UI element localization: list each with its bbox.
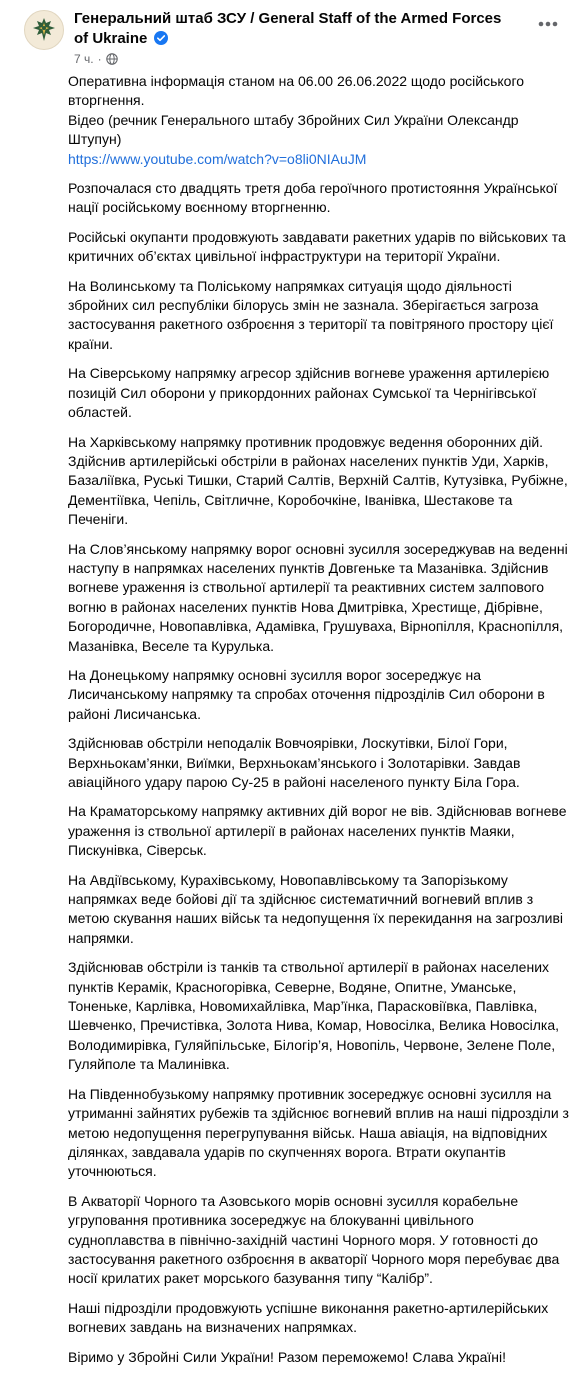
general-staff-emblem-icon	[25, 11, 63, 49]
paragraph: На Авдіївському, Курахівському, Новопавлівському та Запорізькому напрямках веде бойові дії та здійснює систематичний вогневий вплив з метою скування наших військ та недопущення їх перекидання на загрозливі напрямки.	[68, 871, 564, 946]
paragraph: Віримо у Збройні Сили України! Разом переможемо! Слава Україні!	[68, 1348, 507, 1365]
post-header	[12, 0, 574, 72]
post-author	[74, 9, 514, 49]
paragraph: Здійснював обстріли неподалік Вовчоярівки, Лоскутівки, Білої Гори, Верхньокам’янки, Виїмки, Верхньокам’янського і Золотарівки. Завдав авіаційного удару парою Су-25 в районі населеного пункту Біла Гора.	[68, 735, 521, 790]
intro-paragraph	[68, 72, 574, 169]
meta-separator: ·	[97, 52, 102, 66]
paragraph: В Акваторії Чорного та Азовського морів основні зусилля корабельне угруповання противника зосереджує на блокуванні цивільного судноплавства в північно-західній частині Чорного моря. У готовності до застосування ракетного озброєння в акваторії Чорного моря перебуває два носії крилатих ракет морського базування типу “Калібр”.	[68, 1192, 560, 1287]
post-meta	[74, 51, 118, 67]
paragraph: На Волинському та Поліському напрямках ситуація щодо діяльності збройних сил республіки білорусь змін не зазнала. Зберігається загроза застосування ракетного озброєння з території та повітряного простору цієї країни.	[68, 277, 554, 352]
video-link[interactable]: https://www.youtube.com/watch?v=o8li0NIAuJM	[68, 150, 367, 167]
paragraph: Наші підрозділи продовжують успішне виконання ракетно-артилерійських вогневих завдань на визначених напрямках.	[68, 1299, 549, 1336]
paragraph: На Слов’янському напрямку ворог основні зусилля зосереджував на веденні наступу в напрямках населених пунктів Довгеньке та Мазанівка. Здійснив вогневе ураження із ствольної артилерії та реактивних систем залпового вогню в районах населених пунктів Нова Дмитрівка, Хрестище, Дібрівне, Богородичне, Новопавлівка, Адамівка, Грушуваха, Вірнопілля, Краснопілля, Мазанівка, Веселе та Курулька.	[68, 540, 568, 654]
paragraph: На Сіверському напрямку агресор здійснив вогневе ураження артилерією позицій Сил оборони у прикордонних районах Сумської та Чернігівської областей.	[68, 365, 550, 421]
paragraph: Розпочалася сто двадцять третя доба героїчного протистояння Української нації російському воєнному вторгненню.	[68, 180, 558, 216]
paragraph: На Харківському напрямку противник продовжує ведення оборонних дій. Здійснив артилерійські обстріли в районах населених пунктів Уди, Харків, Базаліївка, Руські Тишки, Старий Салтів, Верхній Салтів, Кутузівка, Рубіжне, Дементіївка, Чепіль, Світличне, Коробочкіне, Іванівка, Шестакове та Печеніги.	[68, 433, 568, 528]
globe-icon[interactable]	[106, 53, 118, 65]
intro-title: Оперативна інформація станом на 06.00 26.06.2022 щодо російського вторгнення.	[68, 73, 525, 109]
paragraph: На Донецькому напрямку основні зусилля ворог зосереджує на Лисичанському напрямку та спробах оточення підрозділів Сил оборони в районі Лисичанська.	[68, 666, 545, 722]
paragraph: На Південнобузькому напрямку противник зосереджує основні зусилля на утриманні зайнятих рубежів та здійснює вогневий вплив на наші підрозділи з метою недопущення перегрупування військ. Наша авіація, на відповідних ділянках, завдавала ударів по скупченнях ворога. Втрати окупантів уточнюються.	[68, 1085, 569, 1180]
more-options-icon[interactable]	[534, 14, 562, 34]
paragraph: Здійснював обстріли із танків та ствольної артилерії в районах населених пунктів Керамік, Красногорівка, Северне, Водяне, Опитне, Уманське, Тоненьке, Карлівка, Новомихайлівка, Мар’їнка, Парасковіївка, Павлівка, Шевченко, Пречистівка, Золота Нива, Комар, Новосілка, Велика Новосілка, Володимирівка, Гуляйпільське, Білогір’я, Новопіль, Червоне, Зелене Поле, Гуляйполе та Малинівка.	[68, 959, 560, 1073]
paragraph: Російські окупанти продовжують завдавати ракетних ударів по військових та критичних об’єктах цивільної інфраструктури на території України.	[68, 228, 566, 265]
page-avatar[interactable]	[24, 10, 64, 50]
author-link[interactable]: Генеральний штаб ЗСУ / General Staff of the Armed Forces of Ukraine	[74, 10, 502, 47]
video-caption: Відео (речник Генерального штабу Збройних Сил України Олександр Штупун)	[68, 111, 519, 148]
post-text	[68, 72, 574, 1377]
post-timestamp[interactable]: 7 ч.	[74, 52, 94, 66]
paragraph: На Краматорському напрямку активних дій ворог не вів. Здійснював вогневе ураження із ствольної артилерії в районах населених пунктів Маяки, Пискунівка, Сіверськ.	[68, 803, 567, 859]
verified-badge-icon	[154, 31, 168, 45]
